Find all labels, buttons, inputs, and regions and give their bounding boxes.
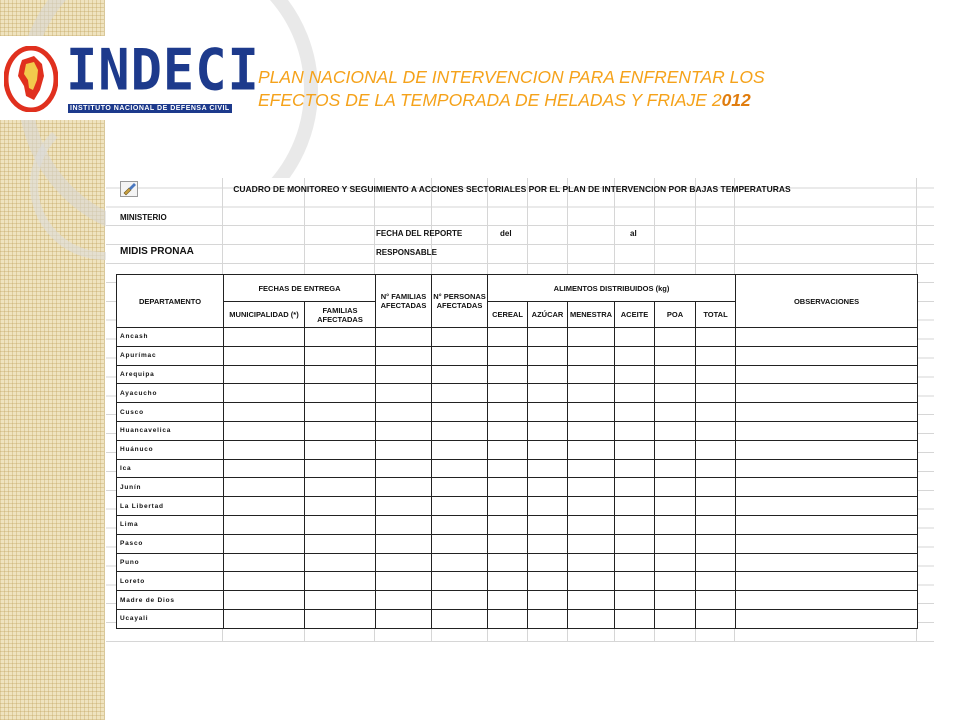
data-cell[interactable] xyxy=(655,328,696,347)
data-cell[interactable] xyxy=(568,328,615,347)
data-cell[interactable] xyxy=(432,365,488,384)
data-cell[interactable] xyxy=(305,591,376,610)
data-cell[interactable] xyxy=(224,572,305,591)
table-row xyxy=(117,534,918,553)
header-aceite: ACEITE xyxy=(615,302,655,328)
data-cell[interactable] xyxy=(432,609,488,628)
data-cell[interactable] xyxy=(376,609,432,628)
data-cell[interactable] xyxy=(224,403,305,422)
data-cell[interactable] xyxy=(528,328,568,347)
data-cell[interactable] xyxy=(376,478,432,497)
data-cell[interactable] xyxy=(376,553,432,572)
data-cell[interactable] xyxy=(224,365,305,384)
header-poa: POA xyxy=(655,302,696,328)
department-cell[interactable]: Cusco xyxy=(117,403,224,422)
data-cell[interactable] xyxy=(488,421,528,440)
data-cell[interactable] xyxy=(305,609,376,628)
header-fechas-entrega: FECHAS DE ENTREGA xyxy=(224,275,376,302)
data-cell[interactable] xyxy=(376,384,432,403)
data-cell[interactable] xyxy=(655,440,696,459)
data-cell[interactable] xyxy=(432,553,488,572)
data-cell[interactable] xyxy=(655,572,696,591)
department-cell[interactable]: Loreto xyxy=(117,572,224,591)
data-cell[interactable] xyxy=(376,497,432,516)
data-cell[interactable] xyxy=(736,534,918,553)
data-cell[interactable] xyxy=(568,572,615,591)
data-cell[interactable] xyxy=(432,440,488,459)
data-cell[interactable] xyxy=(224,328,305,347)
data-cell[interactable] xyxy=(432,515,488,534)
data-cell[interactable] xyxy=(568,515,615,534)
data-cell[interactable] xyxy=(305,534,376,553)
data-cell[interactable] xyxy=(655,515,696,534)
data-cell[interactable] xyxy=(615,591,655,610)
data-cell[interactable] xyxy=(224,421,305,440)
data-cell[interactable] xyxy=(615,553,655,572)
data-cell[interactable] xyxy=(528,459,568,478)
header-menestra: MENESTRA xyxy=(568,302,615,328)
table-row xyxy=(117,346,918,365)
data-cell[interactable] xyxy=(615,534,655,553)
table-row xyxy=(117,365,918,384)
data-cell[interactable] xyxy=(655,346,696,365)
data-cell[interactable] xyxy=(528,534,568,553)
al-label: al xyxy=(630,229,637,238)
data-cell[interactable] xyxy=(696,609,736,628)
data-cell[interactable] xyxy=(736,609,918,628)
data-cell[interactable] xyxy=(528,365,568,384)
table-row xyxy=(117,515,918,534)
data-cell[interactable] xyxy=(655,365,696,384)
table-row xyxy=(117,478,918,497)
data-cell[interactable] xyxy=(528,403,568,422)
department-cell[interactable]: Lima xyxy=(117,515,224,534)
data-cell[interactable] xyxy=(568,609,615,628)
data-cell[interactable] xyxy=(376,328,432,347)
data-cell[interactable] xyxy=(488,572,528,591)
data-cell[interactable] xyxy=(305,497,376,516)
data-cell[interactable] xyxy=(568,403,615,422)
title-year: 012 xyxy=(721,90,751,110)
header-n-familias: N° FAMILIAS AFECTADAS xyxy=(376,275,432,328)
data-cell[interactable] xyxy=(696,459,736,478)
data-cell[interactable] xyxy=(696,553,736,572)
data-cell[interactable] xyxy=(615,328,655,347)
data-cell[interactable] xyxy=(655,497,696,516)
paintbrush-icon[interactable] xyxy=(120,181,138,197)
data-cell[interactable] xyxy=(488,403,528,422)
data-cell[interactable] xyxy=(488,328,528,347)
data-cell[interactable] xyxy=(305,478,376,497)
data-cell[interactable] xyxy=(224,440,305,459)
data-cell[interactable] xyxy=(615,365,655,384)
data-cell[interactable] xyxy=(376,403,432,422)
data-cell[interactable] xyxy=(655,421,696,440)
data-cell[interactable] xyxy=(488,346,528,365)
department-cell[interactable]: Pasco xyxy=(117,534,224,553)
department-cell[interactable]: Huancavelica xyxy=(117,421,224,440)
data-cell[interactable] xyxy=(528,478,568,497)
department-cell[interactable]: Puno xyxy=(117,553,224,572)
data-cell[interactable] xyxy=(528,591,568,610)
data-cell[interactable] xyxy=(655,591,696,610)
data-cell[interactable] xyxy=(488,384,528,403)
data-cell[interactable] xyxy=(568,497,615,516)
data-cell[interactable] xyxy=(655,403,696,422)
header-alimentos: ALIMENTOS DISTRIBUIDOS (kg) xyxy=(488,275,736,302)
data-cell[interactable] xyxy=(696,591,736,610)
header-observaciones: OBSERVACIONES xyxy=(736,275,918,328)
data-cell[interactable] xyxy=(696,346,736,365)
data-cell[interactable] xyxy=(432,459,488,478)
department-cell[interactable]: Ancash xyxy=(117,328,224,347)
data-cell[interactable] xyxy=(528,609,568,628)
data-cell[interactable] xyxy=(736,384,918,403)
data-cell[interactable] xyxy=(305,403,376,422)
data-cell[interactable] xyxy=(615,384,655,403)
monitoring-table xyxy=(116,274,918,629)
data-cell[interactable] xyxy=(736,591,918,610)
responsable-label: RESPONSABLE xyxy=(376,248,437,257)
data-cell[interactable] xyxy=(305,365,376,384)
data-cell[interactable] xyxy=(432,497,488,516)
data-cell[interactable] xyxy=(568,440,615,459)
header-departamento: DEPARTAMENTO xyxy=(117,275,224,328)
data-cell[interactable] xyxy=(432,572,488,591)
header-n-personas: N° PERSONAS AFECTADAS xyxy=(432,275,488,328)
data-cell[interactable] xyxy=(528,553,568,572)
data-cell[interactable] xyxy=(568,478,615,497)
department-cell[interactable]: Madre de Dios xyxy=(117,591,224,610)
data-cell[interactable] xyxy=(224,591,305,610)
table-body xyxy=(117,328,918,629)
data-cell[interactable] xyxy=(305,384,376,403)
page-title xyxy=(258,66,938,112)
data-cell[interactable] xyxy=(696,497,736,516)
data-cell[interactable] xyxy=(736,365,918,384)
data-cell[interactable] xyxy=(568,534,615,553)
table-row xyxy=(117,497,918,516)
data-cell[interactable] xyxy=(736,459,918,478)
data-cell[interactable] xyxy=(376,365,432,384)
data-cell[interactable] xyxy=(736,497,918,516)
data-cell[interactable] xyxy=(568,553,615,572)
title-line-1: PLAN NACIONAL DE INTERVENCION PARA ENFRENTAR LOS xyxy=(258,67,765,87)
data-cell[interactable] xyxy=(528,497,568,516)
data-cell[interactable] xyxy=(736,403,918,422)
data-cell[interactable] xyxy=(224,459,305,478)
data-cell[interactable] xyxy=(568,459,615,478)
logo-wordmark: INDECI xyxy=(66,38,260,104)
data-cell[interactable] xyxy=(568,365,615,384)
data-cell[interactable] xyxy=(568,384,615,403)
department-cell[interactable]: Junín xyxy=(117,478,224,497)
data-cell[interactable] xyxy=(736,553,918,572)
data-cell[interactable] xyxy=(736,328,918,347)
data-cell[interactable] xyxy=(615,515,655,534)
peru-map-emblem-icon xyxy=(4,46,58,112)
table-row xyxy=(117,459,918,478)
data-cell[interactable] xyxy=(615,609,655,628)
data-cell[interactable] xyxy=(432,384,488,403)
data-cell[interactable] xyxy=(305,572,376,591)
data-cell[interactable] xyxy=(224,384,305,403)
data-cell[interactable] xyxy=(488,365,528,384)
title-line-2-text: EFECTOS DE LA TEMPORADA DE HELADAS Y FRIAJE 2 xyxy=(258,90,722,110)
data-cell[interactable] xyxy=(224,609,305,628)
data-cell[interactable] xyxy=(224,346,305,365)
data-cell[interactable] xyxy=(615,346,655,365)
title-line-2 xyxy=(258,89,938,112)
data-cell[interactable] xyxy=(615,459,655,478)
data-cell[interactable] xyxy=(305,553,376,572)
data-cell[interactable] xyxy=(376,459,432,478)
data-cell[interactable] xyxy=(655,459,696,478)
department-cell[interactable]: Apurímac xyxy=(117,346,224,365)
table-row xyxy=(117,572,918,591)
data-cell[interactable] xyxy=(376,534,432,553)
data-cell[interactable] xyxy=(655,553,696,572)
data-cell[interactable] xyxy=(376,515,432,534)
data-cell[interactable] xyxy=(432,591,488,610)
data-cell[interactable] xyxy=(696,572,736,591)
sheet-title: CUADRO DE MONITOREO Y SEGUIMIENTO A ACCIONES SECTORIALES POR EL PLAN DE INTERVENCION POR BAJAS TEMPERATURAS xyxy=(233,184,791,194)
data-cell[interactable] xyxy=(528,421,568,440)
data-cell[interactable] xyxy=(736,440,918,459)
table-row xyxy=(117,440,918,459)
data-cell[interactable] xyxy=(696,534,736,553)
header-familias-afectadas: FAMILIAS AFECTADAS xyxy=(305,302,376,328)
data-cell[interactable] xyxy=(615,497,655,516)
data-cell[interactable] xyxy=(224,553,305,572)
data-cell[interactable] xyxy=(488,497,528,516)
data-cell[interactable] xyxy=(696,328,736,347)
department-cell[interactable]: Arequipa xyxy=(117,365,224,384)
data-cell[interactable] xyxy=(528,572,568,591)
data-cell[interactable] xyxy=(305,440,376,459)
data-cell[interactable] xyxy=(224,515,305,534)
data-cell[interactable] xyxy=(615,440,655,459)
data-cell[interactable] xyxy=(376,591,432,610)
data-cell[interactable] xyxy=(488,591,528,610)
data-cell[interactable] xyxy=(615,403,655,422)
data-cell[interactable] xyxy=(376,440,432,459)
data-cell[interactable] xyxy=(432,346,488,365)
table-row xyxy=(117,591,918,610)
header-cereal: CEREAL xyxy=(488,302,528,328)
fecha-reporte-label: FECHA DEL REPORTE xyxy=(376,229,463,238)
spreadsheet-area xyxy=(106,178,934,642)
data-cell[interactable] xyxy=(224,534,305,553)
header-total: TOTAL xyxy=(696,302,736,328)
ministerio-value: MIDIS PRONAA xyxy=(120,246,194,257)
data-cell[interactable] xyxy=(615,572,655,591)
data-cell[interactable] xyxy=(696,403,736,422)
department-cell[interactable]: Huánuco xyxy=(117,440,224,459)
data-cell[interactable] xyxy=(568,346,615,365)
data-cell[interactable] xyxy=(696,478,736,497)
data-cell[interactable] xyxy=(488,534,528,553)
data-cell[interactable] xyxy=(432,403,488,422)
del-label: del xyxy=(500,229,512,238)
data-cell[interactable] xyxy=(305,346,376,365)
data-cell[interactable] xyxy=(432,534,488,553)
indeci-logo xyxy=(0,36,260,120)
data-cell[interactable] xyxy=(655,609,696,628)
table-row xyxy=(117,421,918,440)
data-cell[interactable] xyxy=(736,346,918,365)
header-azucar: AZÚCAR xyxy=(528,302,568,328)
data-cell[interactable] xyxy=(528,384,568,403)
department-cell[interactable]: Ica xyxy=(117,459,224,478)
data-cell[interactable] xyxy=(696,384,736,403)
department-cell[interactable]: Ucayali xyxy=(117,609,224,628)
data-cell[interactable] xyxy=(528,515,568,534)
data-cell[interactable] xyxy=(305,515,376,534)
data-cell[interactable] xyxy=(488,515,528,534)
data-cell[interactable] xyxy=(528,440,568,459)
data-cell[interactable] xyxy=(655,478,696,497)
table-row xyxy=(117,384,918,403)
logo-subtitle: INSTITUTO NACIONAL DE DEFENSA CIVIL xyxy=(68,104,232,113)
ministerio-label: MINISTERIO xyxy=(120,213,167,222)
header-municipalidad: MUNICIPALIDAD (*) xyxy=(224,302,305,328)
data-cell[interactable] xyxy=(615,421,655,440)
data-cell[interactable] xyxy=(488,440,528,459)
data-cell[interactable] xyxy=(224,497,305,516)
data-cell[interactable] xyxy=(528,346,568,365)
data-cell[interactable] xyxy=(568,421,615,440)
data-cell[interactable] xyxy=(655,534,696,553)
data-cell[interactable] xyxy=(376,572,432,591)
data-cell[interactable] xyxy=(305,328,376,347)
data-cell[interactable] xyxy=(432,421,488,440)
table-row xyxy=(117,403,918,422)
data-cell[interactable] xyxy=(736,421,918,440)
data-cell[interactable] xyxy=(376,346,432,365)
data-cell[interactable] xyxy=(432,478,488,497)
table-row xyxy=(117,609,918,628)
data-cell[interactable] xyxy=(736,572,918,591)
data-cell[interactable] xyxy=(696,365,736,384)
data-cell[interactable] xyxy=(305,459,376,478)
data-cell[interactable] xyxy=(696,421,736,440)
data-cell[interactable] xyxy=(488,459,528,478)
data-cell[interactable] xyxy=(488,553,528,572)
department-cell[interactable]: Ayacucho xyxy=(117,384,224,403)
department-cell[interactable]: La Libertad xyxy=(117,497,224,516)
data-cell[interactable] xyxy=(696,440,736,459)
table-row xyxy=(117,553,918,572)
data-cell[interactable] xyxy=(615,478,655,497)
data-cell[interactable] xyxy=(305,421,376,440)
table-row xyxy=(117,328,918,347)
data-cell[interactable] xyxy=(488,609,528,628)
data-cell[interactable] xyxy=(432,328,488,347)
data-cell[interactable] xyxy=(736,478,918,497)
data-cell[interactable] xyxy=(736,515,918,534)
data-cell[interactable] xyxy=(655,384,696,403)
data-cell[interactable] xyxy=(568,591,615,610)
data-cell[interactable] xyxy=(224,478,305,497)
data-cell[interactable] xyxy=(488,478,528,497)
data-cell[interactable] xyxy=(696,515,736,534)
data-cell[interactable] xyxy=(376,421,432,440)
